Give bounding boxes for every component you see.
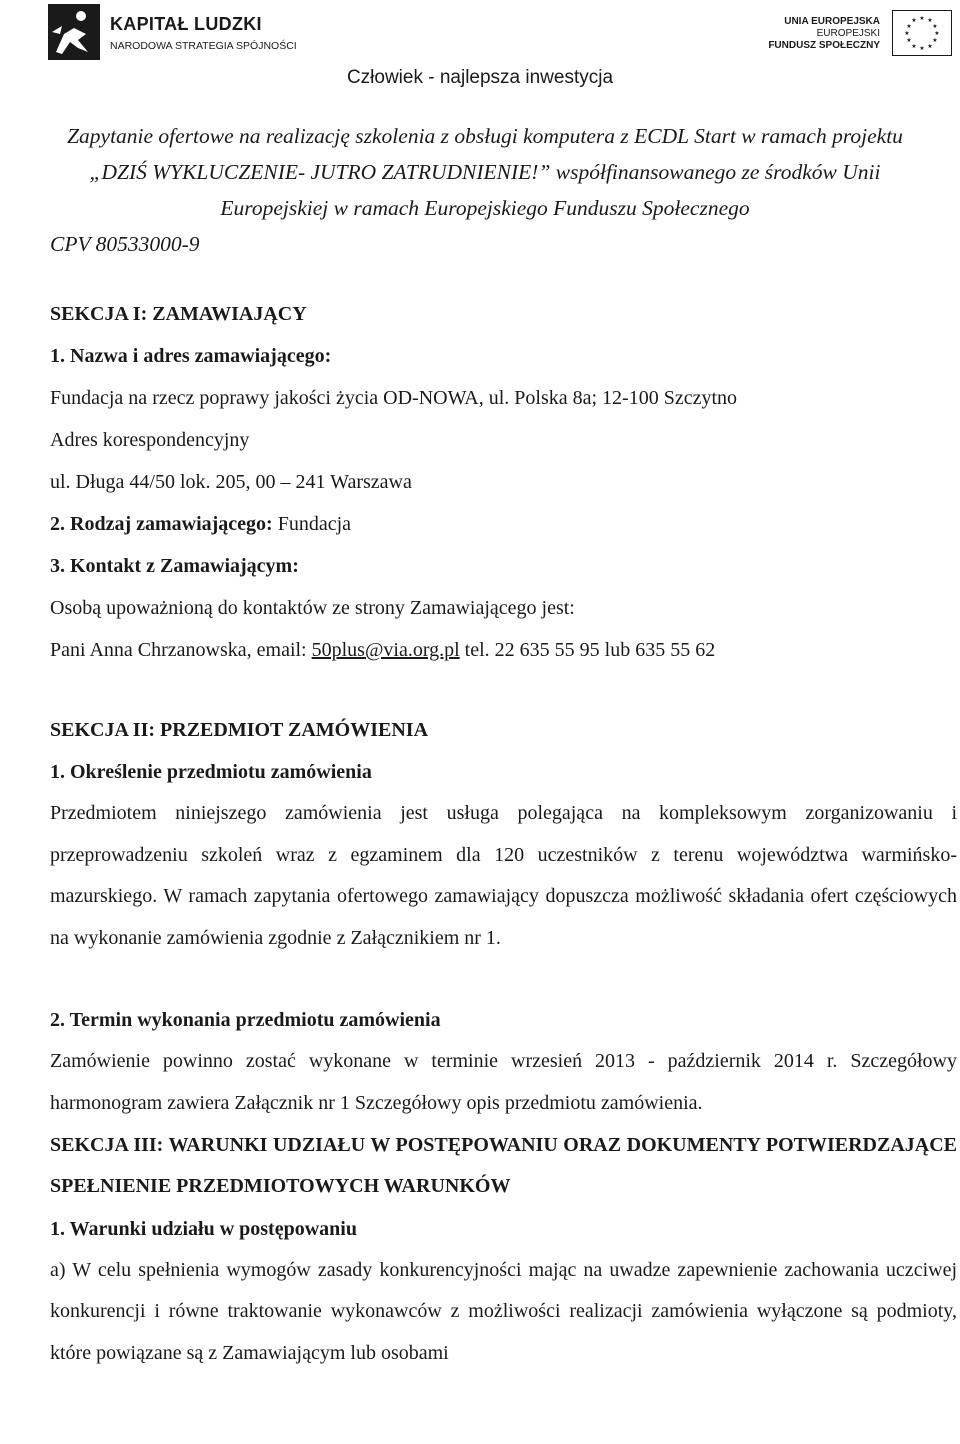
intro-block — [50, 118, 920, 262]
eu-line-2: EUROPEJSKI — [816, 28, 880, 39]
section-1-item-3-line-2 — [50, 629, 957, 671]
svg-text:★: ★ — [906, 37, 912, 44]
section-1-item-1-line-1: Fundacja na rzecz poprawy jakości życia OD-NOWA, ul. Polska 8a; 12-100 Szczytno — [50, 387, 738, 409]
intro-line-1: Zapytanie ofertowe na realizację szkolenia z obsługi komputera z ECDL Start w ramach projektu — [67, 124, 903, 148]
section-2-item-1-text: Przedmiotem niniejszego zamówienia jest usługa polegająca na kompleksowym zorganizowaniu i przeprowadzeniu szkoleń wraz z egzaminem dla 120 uczestników z terenu województwa warmińsko-mazurskiego. W ramach zapytania ofertowego zamawiający dopuszcza możliwość składania ofert częściowych na wykonanie zamówienia zgodnie z Załącznikiem nr 1. — [50, 802, 957, 949]
logo-left-title: KAPITAŁ LUDZKI — [110, 14, 262, 34]
section-3-item-1-text: a) W celu spełnienia wymogów zasady konkurencyjności mając na uwadze zapewnienie zachowania uczciwej konkurencji i równe traktowanie wykonawców z możliwości realizacji zamówienia wyłączone są podmioty, które powiązane są z Zamawiającym lub osobami — [50, 1258, 957, 1364]
svg-text:★: ★ — [904, 30, 910, 37]
section-1-item-2-value: Fundacja — [272, 513, 352, 535]
svg-text:★: ★ — [927, 43, 933, 50]
section-2-item-2-text: Zamówienie powinno zostać wykonane w terminie wrzesień 2013 - październik 2014 r. Szczegółowy harmonogram zawiera Załącznik nr 1 Szczegółowy opis przedmiotu zamówienia. — [50, 1050, 957, 1114]
section-1-item-3-line-1: Osobą upoważnioną do kontaktów ze strony Zamawiającego jest: — [50, 597, 575, 619]
section-2-item-2-label: 2. Termin wykonania przedmiotu zamówienia — [50, 1009, 441, 1032]
section-1-item-1-label: 1. Nazwa i adres zamawiającego: — [50, 345, 332, 367]
eu-text-block — [760, 16, 880, 52]
section-1-item-2-label: 2. Rodzaj zamawiającego: — [50, 513, 273, 535]
section-3-title: SEKCJA III: WARUNKI UDZIAŁU W POSTĘPOWANIU ORAZ DOKUMENTY POTWIERDZAJĄCE SPEŁNIENIE PRZEDMIOTOWYCH WARUNKÓW — [50, 1133, 957, 1198]
section-1-item-2 — [50, 503, 957, 545]
svg-text:★: ★ — [927, 17, 933, 24]
contact-prefix: Pani Anna Chrzanowska, email: — [50, 639, 312, 661]
document-body — [50, 293, 957, 1375]
svg-text:★: ★ — [932, 23, 938, 30]
intro-line-3: Europejskiej w ramach Europejskiego Funduszu Społecznego — [220, 196, 750, 220]
contact-phone: tel. 22 635 55 95 lub 635 55 62 — [459, 639, 716, 661]
page-header — [0, 0, 960, 100]
logo-left-subtitle: NARODOWA STRATEGIA SPÓJNOŚCI — [110, 40, 297, 52]
svg-text:★: ★ — [932, 37, 938, 44]
svg-text:★: ★ — [911, 17, 917, 24]
svg-text:★: ★ — [919, 15, 925, 22]
spacer — [50, 959, 957, 999]
section-1-item-1-line-3: ul. Długa 44/50 lok. 205, 00 – 241 Warszawa — [50, 471, 412, 493]
eu-flag-icon — [892, 10, 952, 56]
section-1-item-1-line-2: Adres korespondencyjny — [50, 429, 250, 451]
section-1-item-3-label: 3. Kontakt z Zamawiającym: — [50, 555, 299, 577]
spacer — [50, 671, 957, 709]
svg-text:★: ★ — [919, 45, 925, 52]
section-3-item-1-label: 1. Warunki udziału w postępowaniu — [50, 1217, 357, 1240]
intro-line-2: „DZIŚ WYKLUCZENIE- JUTRO ZATRUDNIENIE!” współfinansowanego ze środków Unii — [89, 160, 881, 184]
slogan: Człowiek - najlepsza inwestycja — [346, 67, 614, 88]
section-2-title: SEKCJA II: PRZEDMIOT ZAMÓWIENIA — [50, 719, 429, 741]
section-1-title: SEKCJA I: ZAMAWIAJĄCY — [50, 303, 307, 325]
svg-text:★: ★ — [911, 43, 917, 50]
section-2-item-1-label: 1. Określenie przedmiotu zamówienia — [50, 761, 372, 783]
svg-text:★: ★ — [934, 30, 940, 37]
eu-line-1: UNIA EUROPEJSKA — [784, 16, 880, 27]
svg-text:★: ★ — [906, 23, 912, 30]
contact-email-link[interactable]: 50plus@via.org.pl — [311, 639, 460, 661]
cpv-code: CPV 80533000-9 — [50, 232, 200, 256]
eu-line-3: FUNDUSZ SPOŁECZNY — [768, 40, 880, 51]
